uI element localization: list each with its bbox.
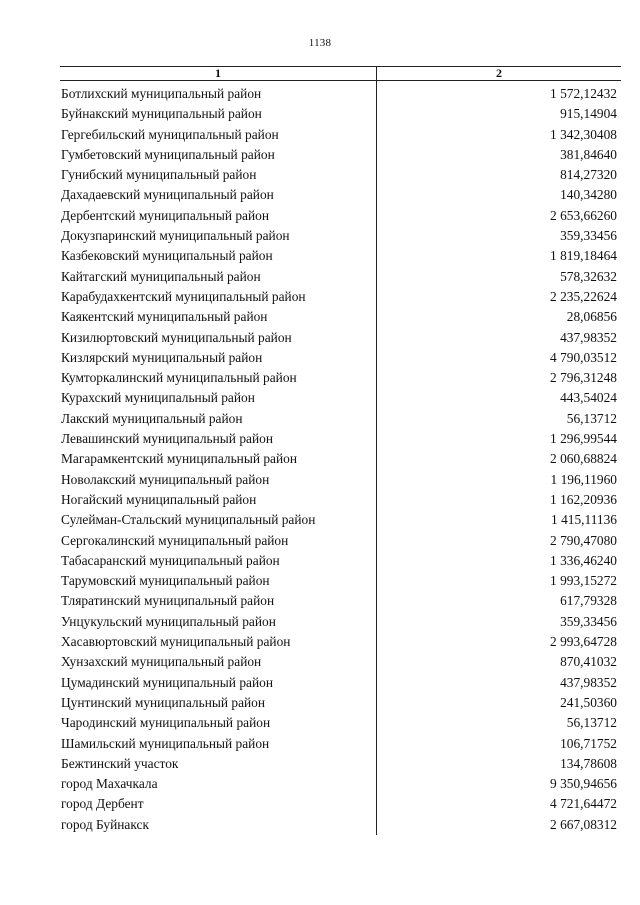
district-name: Дахадаевский муниципальный район bbox=[61, 187, 274, 203]
table-row bbox=[60, 652, 621, 672]
district-name: Лакский муниципальный район bbox=[61, 410, 243, 426]
table-row bbox=[60, 815, 621, 835]
district-value: 1 196,11960 bbox=[550, 471, 617, 487]
table-row bbox=[60, 693, 621, 713]
table-header-rule bbox=[60, 80, 621, 81]
district-name: Кайтагский муниципальный район bbox=[61, 268, 261, 284]
district-value: 437,98352 bbox=[560, 674, 617, 690]
table-row bbox=[60, 145, 621, 165]
district-value: 443,54024 bbox=[560, 390, 617, 406]
table-row bbox=[60, 185, 621, 205]
table-row bbox=[60, 449, 621, 469]
district-name: Казбековский муниципальный район bbox=[61, 248, 273, 264]
district-value: 134,78608 bbox=[560, 755, 617, 771]
district-value: 1 296,99544 bbox=[550, 431, 617, 447]
table-row bbox=[60, 388, 621, 408]
column-header-2: 2 bbox=[496, 66, 502, 80]
district-value: 1 819,18464 bbox=[550, 248, 617, 264]
district-value: 56,13712 bbox=[566, 410, 617, 426]
district-value: 359,33456 bbox=[560, 613, 617, 629]
table-row bbox=[60, 510, 621, 530]
district-value: 814,27320 bbox=[560, 167, 617, 183]
district-name: Тляратинский муниципальный район bbox=[61, 593, 275, 609]
district-name: Новолакский муниципальный район bbox=[61, 471, 270, 487]
district-name: Чародинский муниципальный район bbox=[61, 715, 271, 731]
district-value: 437,98352 bbox=[560, 329, 617, 345]
district-value: 2 060,68824 bbox=[550, 451, 617, 467]
table-row bbox=[60, 348, 621, 368]
district-value: 56,13712 bbox=[566, 715, 617, 731]
table-row bbox=[60, 754, 621, 774]
district-value: 2 235,22624 bbox=[550, 288, 617, 304]
district-name: Гергебильский муниципальный район bbox=[61, 126, 279, 142]
district-name: Хунзахский муниципальный район bbox=[61, 654, 262, 670]
district-value: 1 572,12432 bbox=[550, 86, 617, 101]
district-name: город Буйнакск bbox=[61, 816, 149, 832]
table-row bbox=[60, 673, 621, 693]
district-value: 241,50360 bbox=[560, 694, 617, 710]
table-row bbox=[60, 470, 621, 490]
district-value: 1 336,46240 bbox=[550, 552, 617, 568]
district-name: Сулейман-Стальский муниципальный район bbox=[61, 512, 316, 528]
district-name: Гунибский муниципальный район bbox=[61, 167, 257, 183]
district-value: 2 667,08312 bbox=[550, 816, 617, 832]
district-name: Цунтинский муниципальный район bbox=[61, 694, 266, 710]
table-row bbox=[60, 531, 621, 551]
district-name: Ботлихский муниципальный район bbox=[61, 86, 262, 101]
district-name: Гумбетовский муниципальный район bbox=[61, 146, 275, 162]
district-name: город Махачкала bbox=[61, 776, 158, 792]
table-row bbox=[60, 368, 621, 388]
table-row bbox=[60, 328, 621, 348]
table-row bbox=[60, 571, 621, 591]
table-row bbox=[60, 409, 621, 429]
district-value: 359,33456 bbox=[560, 228, 617, 244]
district-name: Кизилюртовский муниципальный район bbox=[61, 329, 292, 345]
table-row bbox=[60, 165, 621, 185]
district-value: 915,14904 bbox=[560, 106, 617, 122]
district-name: Магарамкентский муниципальный район bbox=[61, 451, 298, 467]
district-value: 381,84640 bbox=[560, 146, 617, 162]
table-row bbox=[60, 206, 621, 226]
district-value: 28,06856 bbox=[566, 309, 617, 325]
table-body bbox=[60, 84, 621, 835]
district-name: Каякентский муниципальный район bbox=[61, 309, 268, 325]
district-name: Буйнакский муниципальный район bbox=[61, 106, 262, 122]
district-name: Хасавюртовский муниципальный район bbox=[61, 634, 291, 650]
district-name: Шамильский муниципальный район bbox=[61, 735, 270, 751]
district-name: Цумадинский муниципальный район bbox=[61, 674, 273, 690]
table-row bbox=[60, 612, 621, 632]
table-row bbox=[60, 591, 621, 611]
table-row bbox=[60, 774, 621, 794]
table-row bbox=[60, 226, 621, 246]
district-value: 617,79328 bbox=[560, 593, 617, 609]
district-name: Тарумовский муниципальный район bbox=[61, 573, 270, 589]
table-row bbox=[60, 84, 621, 104]
table-row bbox=[60, 287, 621, 307]
district-value: 2 790,47080 bbox=[550, 532, 617, 548]
district-value: 4 790,03512 bbox=[550, 349, 617, 365]
district-name: Дербентский муниципальный район bbox=[61, 207, 270, 223]
table-row bbox=[60, 125, 621, 145]
district-value: 578,32632 bbox=[560, 268, 617, 284]
district-value: 1 993,15272 bbox=[550, 573, 617, 589]
table-row bbox=[60, 713, 621, 733]
district-name: Кумторкалинский муниципальный район bbox=[61, 370, 297, 386]
district-value: 4 721,64472 bbox=[550, 796, 617, 812]
table-row bbox=[60, 429, 621, 449]
district-name: Кизлярский муниципальный район bbox=[61, 349, 263, 365]
page-number: 1138 bbox=[308, 37, 332, 49]
district-name: город Дербент bbox=[61, 796, 144, 812]
district-value: 1 162,20936 bbox=[550, 491, 617, 507]
district-value: 1 415,11136 bbox=[551, 512, 617, 528]
district-value: 106,71752 bbox=[560, 735, 617, 751]
district-name: Бежтинский участок bbox=[61, 755, 179, 771]
table-row bbox=[60, 551, 621, 571]
district-name: Докузпаринский муниципальный район bbox=[61, 228, 290, 244]
table-row bbox=[60, 104, 621, 124]
district-value: 9 350,94656 bbox=[550, 776, 617, 792]
district-value: 2 796,31248 bbox=[550, 370, 617, 386]
district-name: Сергокалинский муниципальный район bbox=[61, 532, 289, 548]
column-header-1: 1 bbox=[215, 66, 221, 80]
table-row bbox=[60, 734, 621, 754]
district-value: 870,41032 bbox=[560, 654, 617, 670]
table-row bbox=[60, 307, 621, 327]
district-name: Карабудахкентский муниципальный район bbox=[61, 288, 306, 304]
table-row bbox=[60, 246, 621, 266]
district-name: Ногайский муниципальный район bbox=[61, 491, 257, 507]
table-row bbox=[60, 490, 621, 510]
district-name: Левашинский муниципальный район bbox=[61, 431, 273, 447]
table-row bbox=[60, 632, 621, 652]
district-value: 1 342,30408 bbox=[550, 126, 617, 142]
table-row bbox=[60, 267, 621, 287]
district-value: 140,34280 bbox=[560, 187, 617, 203]
district-name: Курахский муниципальный район bbox=[61, 390, 255, 406]
table-row bbox=[60, 794, 621, 814]
district-value: 2 993,64728 bbox=[550, 634, 617, 650]
district-name: Унцукульский муниципальный район bbox=[61, 613, 276, 629]
district-name: Табасаранский муниципальный район bbox=[61, 552, 280, 568]
district-value: 2 653,66260 bbox=[550, 207, 617, 223]
